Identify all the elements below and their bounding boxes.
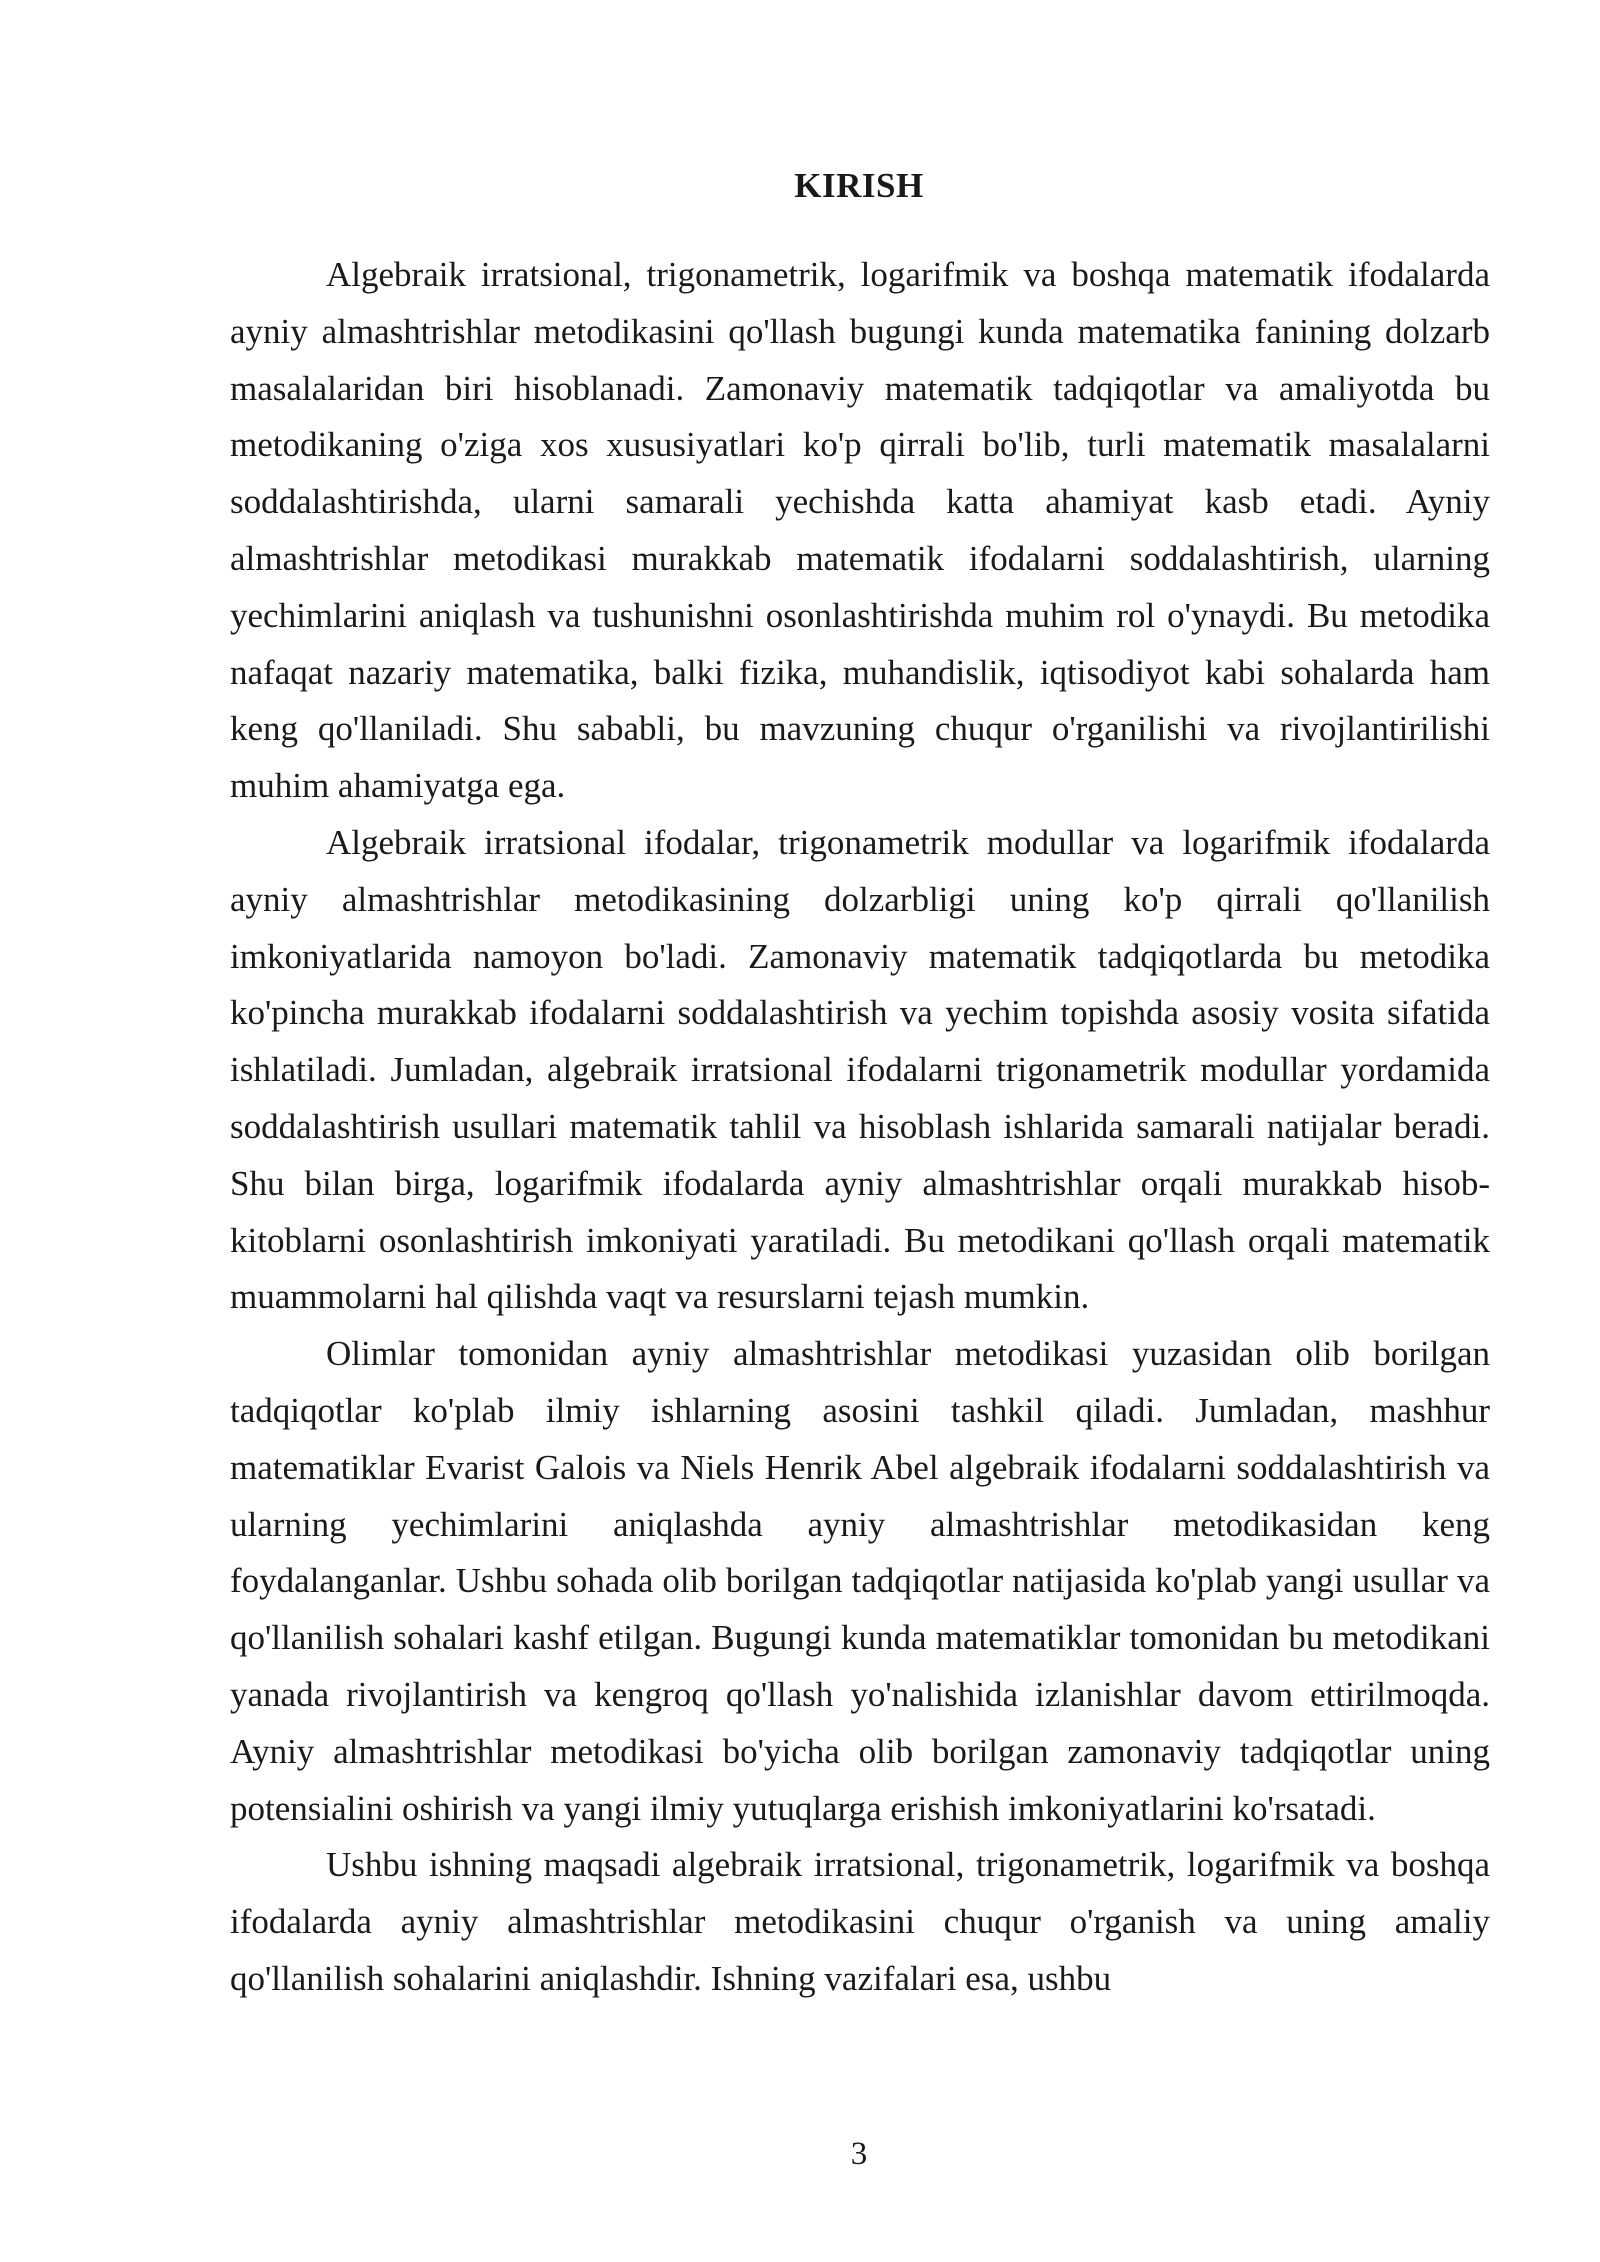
paragraph-1: Algebraik irratsional, trigonametrik, logarifmik va boshqa matematik ifodalarda ayniy almashtrishlar metodikasini qo'llash bugungi kunda matematika fanining dolzarb masalalaridan biri hisoblanadi. Zamonaviy matematik tadqiqotlar va amaliyotda bu metodikaning o'ziga xos xususiyatlari ko'p qirrali bo'lib, turli matematik masalalarni soddalashtirishda, ularni samarali yechishda katta ahamiyat kasb etadi. Ayniy almashtrishlar metodikasi murakkab matematik ifodalarni soddalashtirish, ularning yechimlarini aniqlash va tushunishni osonlashtirishda muhim rol o'ynaydi. Bu metodika nafaqat nazariy matematika, balki fizika, muhandislik, iqtisodiyot kabi sohalarda ham keng qo'llaniladi. Shu sababli, bu mavzuning chuqur o'rganilishi va rivojlantirilishi muhim ahamiyatga ega. xyxy=(230,255,1490,806)
paragraph-4: Ushbu ishning maqsadi algebraik irratsional, trigonametrik, logarifmik va boshqa ifodalarda ayniy almashtrishlar metodikasini chuqur o'rganish va uning amaliy qo'llanilish sohalarini aniqlashdir. Ishning vazifalari esa, ushbu xyxy=(230,1845,1490,1998)
section-heading: KIRISH xyxy=(794,166,924,205)
paragraph-3: Olimlar tomonidan ayniy almashtrishlar metodikasi yuzasidan olib borilgan tadqiqotlar ko'plab ilmiy ishlarning asosini tashkil qiladi. Jumladan, mashhur matematiklar Evarist Galois va Niels Henrik Abel algebraik ifodalarni soddalashtirish va ularning yechimlarini aniqlashda ayniy almashtrishlar metodikasidan keng foydalanganlar. Ushbu sohada olib borilgan tadqiqotlar natijasida ko'plab yangi usullar va qo'llanilish sohalari kashf etilgan. Bugungi kunda matematiklar tomonidan bu metodikani yanada rivojlantirish va kengroq qo'llash yo'nalishida izlanishlar davom ettirilmoqda. Ayniy almashtrishlar metodikasi bo'yicha olib borilgan zamonaviy tadqiqotlar uning potensialini oshirish va yangi ilmiy yutuqlarga erishish imkoniyatlarini ko'rsatadi. xyxy=(230,1334,1490,1828)
page-number: 3 xyxy=(850,2136,868,2172)
paragraph-2: Algebraik irratsional ifodalar, trigonametrik modullar va logarifmik ifodalarda ayniy almashtrishlar metodikasining dolzarbligi uning ko'p qirrali qo'llanilish imkoniyatlarida namoyon bo'ladi. Zamonaviy matematik tadqiqotlarda bu metodika ko'pincha murakkab ifodalarni soddalashtirish va yechim topishda asosiy vosita sifatida ishlatiladi. Jumladan, algebraik irratsional ifodalarni trigonametrik modullar yordamida soddalashtirish usullari matematik tahlil va hisoblash ishlarida samarali natijalar beradi. Shu bilan birga, logarifmik ifodalarda ayniy almashtrishlar orqali murakkab hisob-kitoblarni osonlashtirish imkoniyati yaratiladi. Bu metodikani qo'llash orqali matematik muammolarni hal qilishda vaqt va resurslarni tejash mumkin. xyxy=(230,822,1490,1317)
body-text xyxy=(230,247,1490,2008)
